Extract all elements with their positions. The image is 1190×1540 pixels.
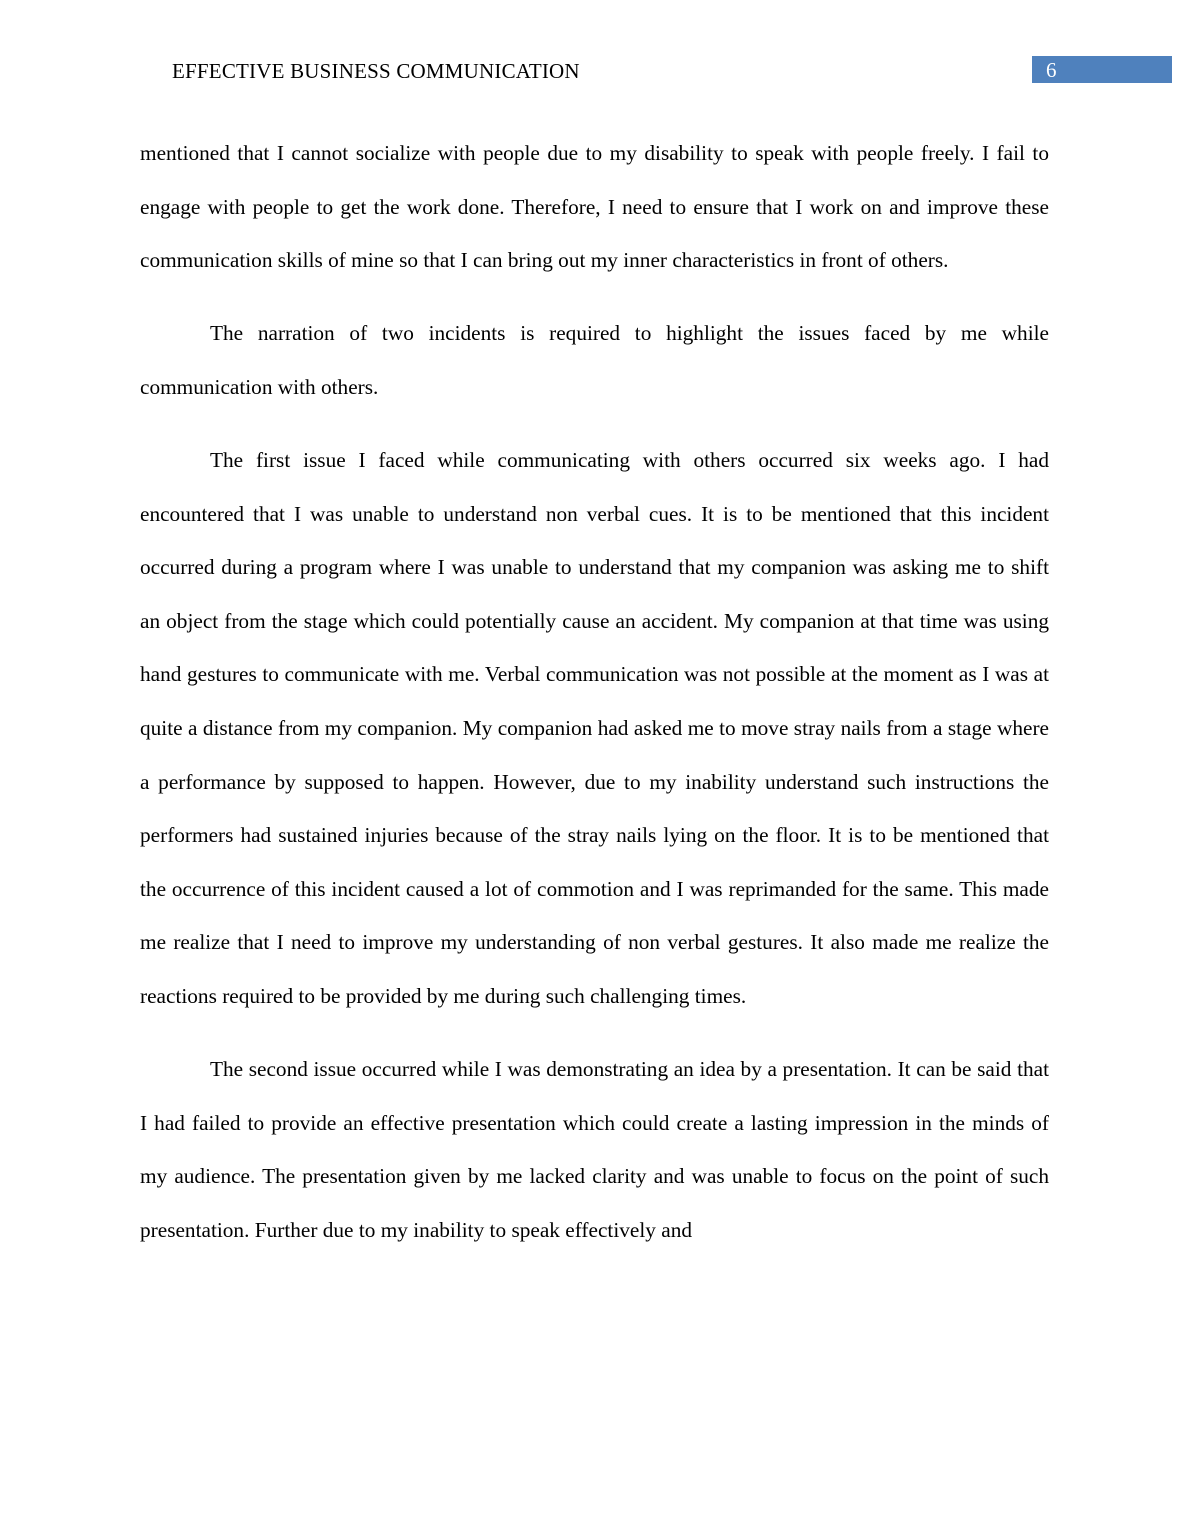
page-number-box	[1032, 56, 1172, 83]
paragraph-second-issue: The second issue occurred while I was demonstrating an idea by a presentation. It can be said that I had failed to provide an effective presentation which could create a lasting impression in the minds of my audience. The presentation given by me lacked clarity and was unable to focus on the point of such presentation. Further due to my inability to speak effectively and	[140, 1057, 1049, 1242]
paragraph-continued: mentioned that I cannot socialize with people due to my disability to speak with people freely. I fail to engage with people to get the work done. Therefore, I need to ensure that I work on and improve these communication skills of mine so that I can bring out my inner characteristics in front of others.	[140, 141, 1049, 273]
page-number: 6	[1046, 58, 1057, 82]
running-head-title: EFFECTIVE BUSINESS COMMUNICATION	[172, 59, 580, 83]
paragraph-first-issue: The first issue I faced while communicating with others occurred six weeks ago. I had encountered that I was unable to understand non verbal cues. It is to be mentioned that this incident occurred during a program where I was unable to understand that my companion was asking me to shift an object from the stage which could potentially cause an accident. My companion at that time was using hand gestures to communicate with me. Verbal communication was not possible at the moment as I was at quite a distance from my companion. My companion had asked me to move stray nails from a stage where a performance by supposed to happen. However, due to my inability understand such instructions the performers had sustained injuries because of the stray nails lying on the floor. It is to be mentioned that the occurrence of this incident caused a lot of commotion and I was reprimanded for the same. This made me realize that I need to improve my understanding of non verbal gestures. It also made me realize the reactions required to be provided by me during such challenging times.	[140, 447, 1049, 1008]
document-body	[140, 127, 1049, 1257]
paragraph-narration-intro: The narration of two incidents is required to highlight the issues faced by me while communication with others.	[140, 321, 1049, 399]
